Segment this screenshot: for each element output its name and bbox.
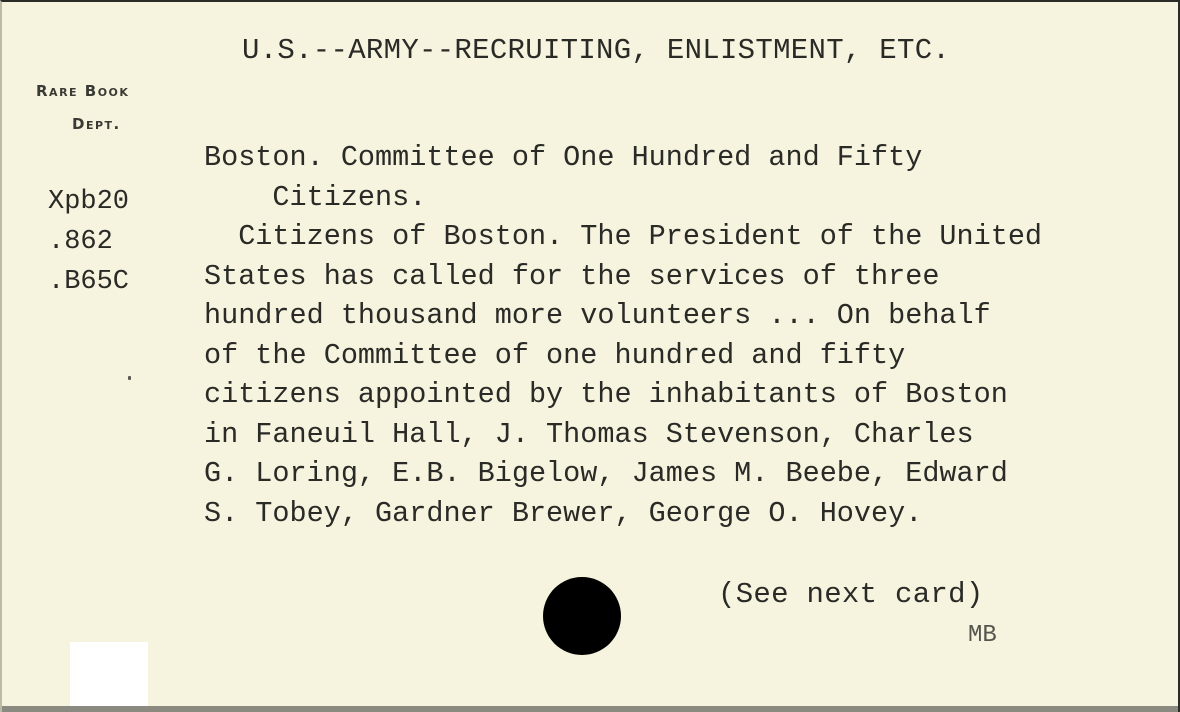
catalog-entry-body — [204, 138, 1042, 533]
call-number-line: .862 — [48, 227, 113, 257]
body-line: States has called for the services of three — [204, 259, 940, 293]
call-number-line: Xpb20 — [48, 187, 130, 217]
card-tab-notch — [70, 642, 148, 712]
body-line: Citizens. — [204, 180, 427, 214]
body-line: in Faneuil Hall, J. Thomas Stevenson, Charles — [204, 417, 974, 451]
body-line: of the Committee of one hundred and fifty — [204, 338, 906, 372]
rare-book-stamp-line1: Rare Book — [36, 82, 130, 100]
body-line: G. Loring, E.B. Bigelow, James M. Beebe, Edward — [204, 457, 1008, 490]
see-next-card-note: (See next card) — [718, 578, 984, 611]
body-line: Boston. Committee of One Hundred and Fifty — [204, 141, 923, 174]
body-line: S. Tobey, Gardner Brewer, George O. Hovey. — [204, 496, 923, 530]
location-code: MB — [968, 622, 997, 649]
call-number — [48, 182, 129, 302]
body-line: Citizens of Boston. The President of the United — [204, 220, 1043, 253]
body-line: citizens appointed by the inhabitants of Boston — [204, 378, 1008, 411]
body-line: hundred thousand more volunteers ... On behalf — [204, 299, 991, 332]
punch-hole — [543, 577, 621, 655]
call-number-line: .B65C — [48, 267, 130, 297]
card-bottom-edge — [2, 706, 1180, 712]
rare-book-stamp-line2: Dept. — [72, 115, 121, 133]
ink-speck — [128, 376, 131, 380]
subject-heading: U.S.--ARMY--RECRUITING, ENLISTMENT, ETC. — [242, 34, 951, 67]
